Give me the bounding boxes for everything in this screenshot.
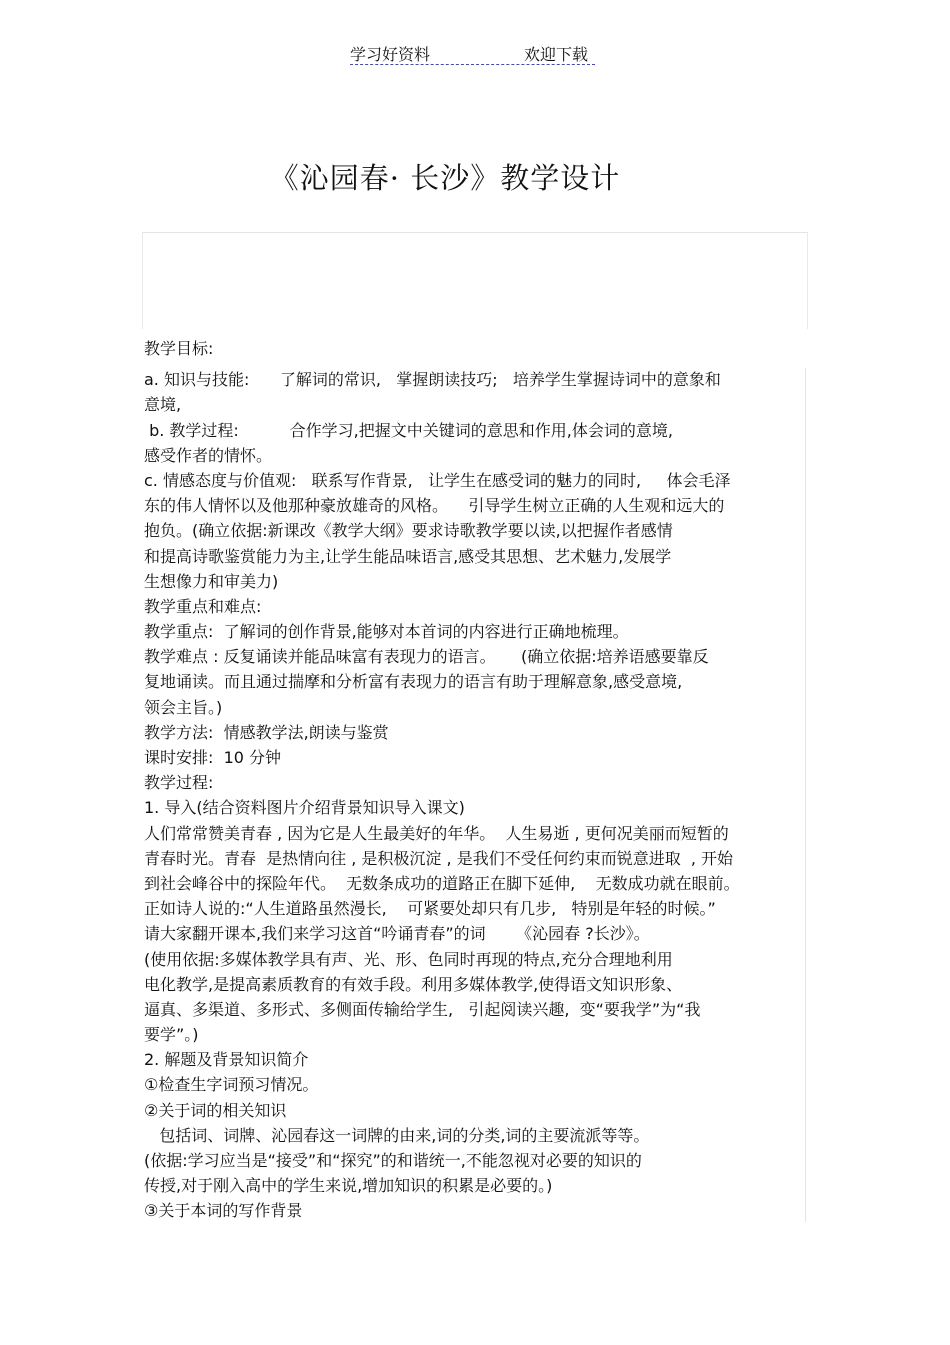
text-line: ①检查生字词预习情况。 <box>144 1075 319 1095</box>
text-line: 教学目标: <box>144 339 214 358</box>
text-line: 教学难点 : 反复诵读并能品味富有表现力的语言。 (确立依据:培养语感要靠反 <box>144 647 709 667</box>
text-line: 电化教学,是提高素质教育的有效手段。利用多媒体教学,使得语文知识形象、 <box>144 974 683 994</box>
table-frame-top <box>142 232 808 329</box>
text-line: 青春时光。青春 是热情向往 , 是积极沉淀 , 是我们不受任何约束而锐意进取 , 开始 <box>144 848 734 868</box>
text-line: ③关于本词的写作背景 <box>144 1201 303 1221</box>
document-title: 《沁园春· 长沙》教学设计 <box>269 161 621 195</box>
text-line: 1. 导入(结合资料图片介绍背景知识导入课文) <box>144 798 465 818</box>
text-line: 请大家翻开课本,我们来学习这首“吟诵青春”的词 《沁园春 ?长沙》。 <box>144 924 650 944</box>
text-line: 教学过程: <box>144 773 214 793</box>
text-line: 和提高诗歌鉴赏能力为主,让学生能品味语言,感受其思想、艺术魅力,发展学 <box>144 546 672 566</box>
text-line: b. 教学过程: 合作学习,把握文中关键词的意思和作用,体会词的意境, <box>144 420 673 440</box>
text-line: 包括词、词牌、沁园春这一词牌的由来,词的分类,词的主要流派等等。 <box>144 1125 650 1145</box>
text-line: 要学”。) <box>144 1025 199 1045</box>
text-line: 人们常常赞美青春 , 因为它是人生最美好的年华。 人生易逝 , 更何况美丽而短暂的 <box>144 823 729 843</box>
text-line: 2. 解题及背景知识简介 <box>144 1050 309 1070</box>
text-line: 逼真、多渠道、多形式、多侧面传输给学生, 引起阅读兴趣, 变“要我学”为“我 <box>144 999 701 1019</box>
text-line: 教学重点和难点: <box>144 596 262 616</box>
text-line: 正如诗人说的:“人生道路虽然漫长, 可紧要处却只有几步, 特别是年轻的时候。” <box>144 899 716 919</box>
text-line: 复地诵读。而且通过揣摩和分析富有表现力的语言有助于理解意象,感受意境, <box>144 672 683 692</box>
text-line: c. 情感态度与价值观: 联系写作背景, 让学生在感受词的魅力的同时, 体会毛泽 <box>144 470 731 490</box>
text-line: 领会主旨。) <box>144 697 223 717</box>
text-line: (使用依据:多媒体教学具有声、光、形、色同时再现的特点,充分合理地利用 <box>144 949 673 969</box>
text-line: 传授,对于刚入高中的学生来说,增加知识的积累是必要的。) <box>144 1176 553 1196</box>
text-line: 东的伟人情怀以及他那种豪放雄奇的风格。 引导学生树立正确的人生观和远大的 <box>144 496 725 516</box>
page-header <box>350 40 595 65</box>
text-line: (依据:学习应当是“接受”和“探究”的和谐统一,不能忽视对必要的知识的 <box>144 1151 642 1170</box>
text-line: 教学重点: 了解词的创作背景,能够对本首词的内容进行正确地梳理。 <box>144 622 629 642</box>
text-line: 到社会峰谷中的探险年代。 无数条成功的道路正在脚下延伸, 无数成功就在眼前。 <box>144 873 740 893</box>
header-right-text: 欢迎下载 <box>524 45 589 64</box>
text-line: 生想像力和审美力) <box>144 571 279 591</box>
text-line: 感受作者的情怀。 <box>144 445 273 465</box>
text-line: 教学方法: 情感教学法,朗读与鉴赏 <box>144 722 389 742</box>
text-line: ②关于词的相关知识 <box>144 1100 287 1120</box>
text-line: a. 知识与技能: 了解词的常识, 掌握朗读技巧; 培养学生掌握诗词中的意象和 <box>144 370 721 390</box>
header-left-text: 学习好资料 <box>350 45 431 64</box>
text-line: 抱负。(确立依据:新课改《教学大纲》要求诗歌教学要以读,以把握作者感情 <box>144 521 673 541</box>
text-line: 课时安排: 10 分钟 <box>144 748 282 767</box>
text-line: 意境, <box>144 395 182 415</box>
document-body <box>144 336 808 1224</box>
